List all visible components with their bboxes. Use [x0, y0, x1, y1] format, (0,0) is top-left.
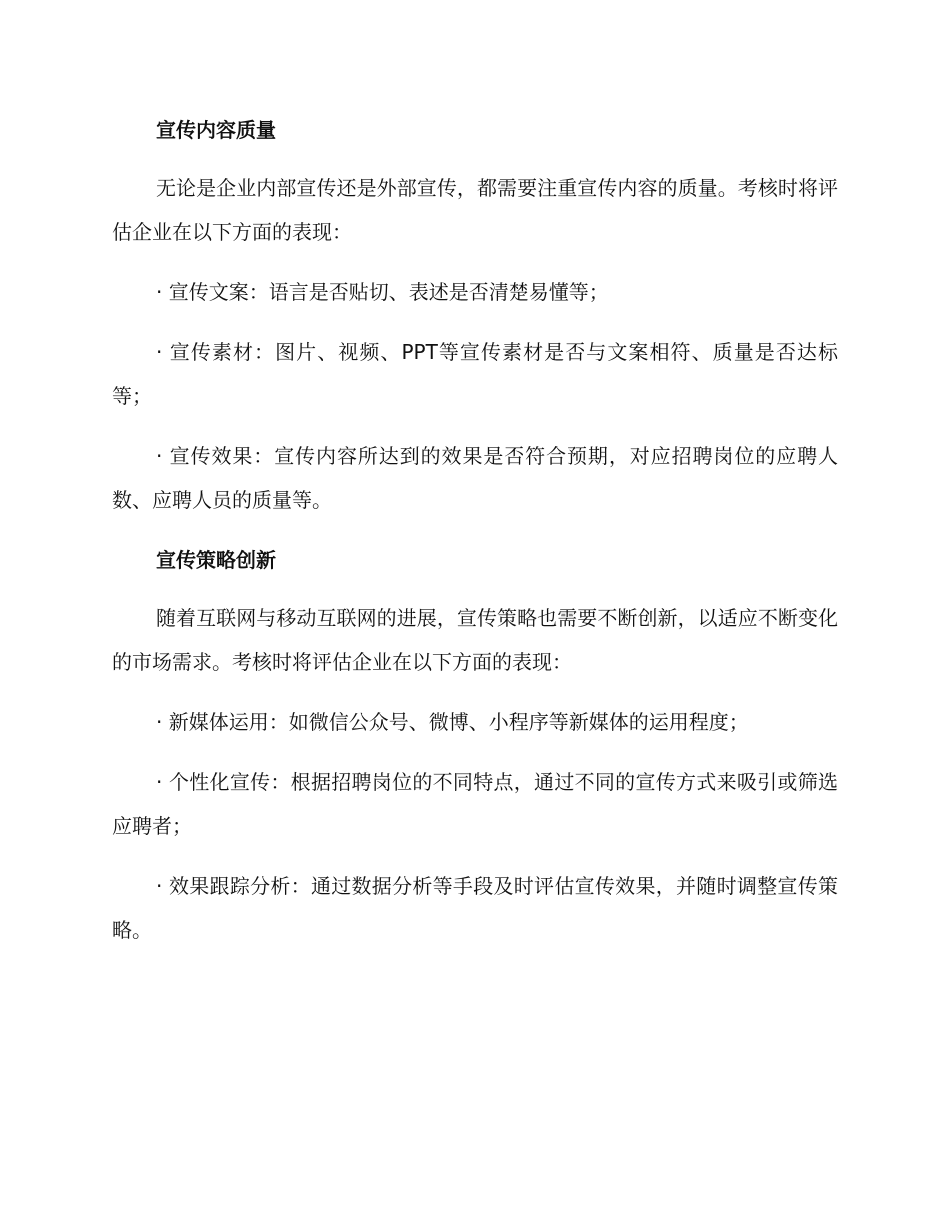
bullet-tracking-analysis: · 效果跟踪分析：通过数据分析等手段及时评估宣传效果，并随时调整宣传策略。 — [112, 874, 838, 942]
bullet-materials: · 宣传素材：图片、视频、PPT等宣传素材是否与文案相符、质量是否达标等； — [112, 340, 838, 408]
section-heading-strategy-innovation: 宣传策略创新 — [156, 548, 276, 572]
section-intro-strategy-innovation: 随着互联网与移动互联网的进展，宣传策略也需要不断创新，以适应不断变化的市场需求。考核时将评估企业在以下方面的表现： — [112, 606, 838, 674]
section-heading-content-quality: 宣传内容质量 — [156, 118, 276, 142]
bullet-new-media: · 新媒体运用：如微信公众号、微博、小程序等新媒体的运用程度； — [156, 710, 749, 734]
bullet-copywriting: · 宣传文案：语言是否贴切、表述是否清楚易懂等； — [156, 280, 609, 304]
section-intro-content-quality: 无论是企业内部宣传还是外部宣传，都需要注重宣传内容的质量。考核时将评估企业在以下方面的表现： — [112, 176, 838, 244]
document-body — [112, 108, 838, 952]
bullet-personalized: · 个性化宣传：根据招聘岗位的不同特点，通过不同的宣传方式来吸引或筛选应聘者； — [112, 770, 838, 838]
bullet-effect: · 宣传效果：宣传内容所达到的效果是否符合预期，对应招聘岗位的应聘人数、应聘人员的质量等。 — [112, 444, 838, 512]
